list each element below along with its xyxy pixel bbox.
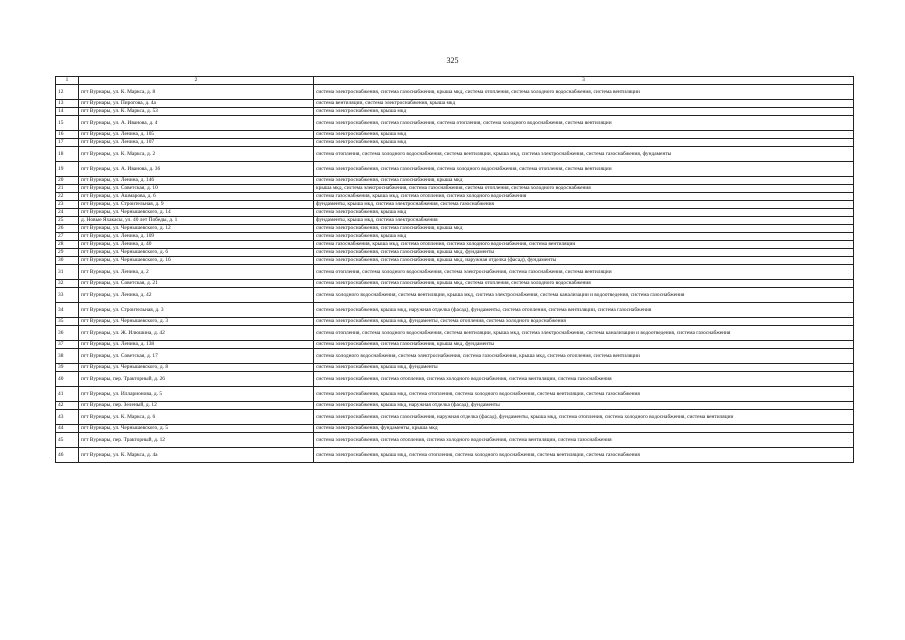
row-systems: система электроснабжения, система газоснабжения, крыша мкд, фундаменты bbox=[314, 341, 854, 349]
row-address: пгт Вурнары, ул. Советская, д. 21 bbox=[79, 280, 314, 288]
row-number: 20 bbox=[56, 177, 79, 185]
row-address: пгт Вурнары, ул. Чернышевского, д. 12 bbox=[79, 225, 314, 233]
row-systems: система электроснабжения, система газоснабжения, крыша мкд, наружная отделка (фасад), фундаменты bbox=[314, 257, 854, 265]
row-number: 41 bbox=[56, 387, 79, 402]
row-address: пгт Вурнары, ул. А. Иванова, д. 36 bbox=[79, 162, 314, 177]
row-systems: система электроснабжения, крыша мкд bbox=[314, 209, 854, 217]
table-row bbox=[56, 402, 854, 410]
row-address: пгт Вурнары, ул. Чернышевского, д. 14 bbox=[79, 209, 314, 217]
row-address: пгт Вурнары, ул. К. Маркса, д. 2 bbox=[79, 147, 314, 162]
row-number: 16 bbox=[56, 131, 79, 139]
row-address: пгт Вурнары, ул. Ленина, д. 107 bbox=[79, 139, 314, 147]
row-systems: система электроснабжения, система газоснабжения, крыша мкд, фундаменты bbox=[314, 249, 854, 257]
table-row bbox=[56, 448, 854, 463]
row-address: пгт Вурнары, ул. Пирогова, д. 4а bbox=[79, 100, 314, 108]
row-systems: система электроснабжения, система отопления, система холодного водоснабжения, система вентиляции, система газоснабжения bbox=[314, 372, 854, 387]
row-number: 27 bbox=[56, 233, 79, 241]
row-address: пгт Вурнары, пер. Зеленый, д. 12 bbox=[79, 402, 314, 410]
row-number: 22 bbox=[56, 193, 79, 201]
row-address: пгт Вурнары, ул. Ленина, д. 138 bbox=[79, 341, 314, 349]
row-number: 12 bbox=[56, 85, 79, 100]
table-row bbox=[56, 257, 854, 265]
row-address: пгт Вурнары, ул. Чернышевского, д. 5 bbox=[79, 425, 314, 433]
row-number: 34 bbox=[56, 303, 79, 318]
table-row bbox=[56, 341, 854, 349]
row-number: 25 bbox=[56, 217, 79, 225]
table-row bbox=[56, 233, 854, 241]
row-number: 29 bbox=[56, 249, 79, 257]
row-number: 15 bbox=[56, 116, 79, 131]
row-address: пгт Вурнары, ул. К. Маркса, д. 53 bbox=[79, 108, 314, 116]
row-number: 21 bbox=[56, 185, 79, 193]
row-number: 45 bbox=[56, 433, 79, 448]
row-number: 40 bbox=[56, 372, 79, 387]
row-systems: система электроснабжения, крыша мкд, система отопления, система холодного водоснабжения, система вентиляции, система газоснабжения bbox=[314, 448, 854, 463]
row-number: 46 bbox=[56, 448, 79, 463]
row-address: пгт Вурнары, ул. Советская, д. 10 bbox=[79, 185, 314, 193]
row-number: 13 bbox=[56, 100, 79, 108]
row-number: 24 bbox=[56, 209, 79, 217]
row-systems: система электроснабжения, система отопления, система холодного водоснабжения, система вентиляции, система газоснабжения bbox=[314, 433, 854, 448]
row-address: пгт Вурнары, ул. А. Иванова, д. 4 bbox=[79, 116, 314, 131]
table-row bbox=[56, 201, 854, 209]
row-number: 31 bbox=[56, 265, 79, 280]
row-address: пгт Вурнары, ул. Чернышевского, д. 16 bbox=[79, 257, 314, 265]
row-systems: система электроснабжения, система газоснабжения, крыша мкд, система отопления, система холодного водоснабжения, система вентиляции bbox=[314, 85, 854, 100]
row-address: пгт Вурнары, ул. Строительная, д. 3 bbox=[79, 303, 314, 318]
row-systems: система электроснабжения, крыша мкд bbox=[314, 108, 854, 116]
row-systems: система электроснабжения, крыша мкд, фундаменты, система отопления, система холодного водоснабжения bbox=[314, 318, 854, 326]
table-row bbox=[56, 193, 854, 201]
row-systems: система газоснабжения, крыша мкд, система отопления, система холодного водоснабжения bbox=[314, 193, 854, 201]
header-col-1: 1 bbox=[56, 77, 79, 85]
row-systems: система отопления, система холодного водоснабжения, система электроснабжения, система газоснабжения, система вентиляции bbox=[314, 265, 854, 280]
table-row bbox=[56, 364, 854, 372]
row-number: 35 bbox=[56, 318, 79, 326]
table-row bbox=[56, 131, 854, 139]
table-row bbox=[56, 349, 854, 364]
row-address: пгт Вурнары, пер. Тракторный, д. 12 bbox=[79, 433, 314, 448]
row-systems: система электроснабжения, система газоснабжения, крыша мкд, система отопления, система холодного водоснабжения bbox=[314, 280, 854, 288]
table-row bbox=[56, 139, 854, 147]
row-address: пгт Вурнары, ул. К. Маркса, д. 6 bbox=[79, 410, 314, 425]
header-col-2: 2 bbox=[79, 77, 314, 85]
table-row bbox=[56, 116, 854, 131]
table-row bbox=[56, 241, 854, 249]
table-row bbox=[56, 209, 854, 217]
table-row bbox=[56, 100, 854, 108]
row-number: 37 bbox=[56, 341, 79, 349]
table-row bbox=[56, 318, 854, 326]
row-address: пгт Вурнары, ул. Чернышевского, д. 6 bbox=[79, 249, 314, 257]
page-number: 325 bbox=[446, 56, 459, 65]
row-address: пгт Вурнары, ул. Ленина, д. 2 bbox=[79, 265, 314, 280]
row-address: пгт Вурнары, ул. Чернышевского, д. 3 bbox=[79, 318, 314, 326]
row-address: пгт Вурнары, пер. Тракторный, д. 26 bbox=[79, 372, 314, 387]
row-systems: крыша мкд, система электроснабжения, система газоснабжения, система отопления, система холодного водоснабжения bbox=[314, 185, 854, 193]
row-address: пгт Вурнары, ул. Илларионова, д. 5 bbox=[79, 387, 314, 402]
table-row bbox=[56, 288, 854, 303]
row-number: 30 bbox=[56, 257, 79, 265]
table-row bbox=[56, 265, 854, 280]
row-address: пгт Вурнары, ул. Строительная, д. 9 bbox=[79, 201, 314, 209]
row-number: 38 bbox=[56, 349, 79, 364]
row-number: 28 bbox=[56, 241, 79, 249]
row-systems: система электроснабжения, система газоснабжения, крыша мкд bbox=[314, 225, 854, 233]
row-address: пгт Вурнары, ул. Ашмарова, д. 6 bbox=[79, 193, 314, 201]
table-row bbox=[56, 147, 854, 162]
row-systems: система электроснабжения, крыша мкд bbox=[314, 233, 854, 241]
table-row bbox=[56, 177, 854, 185]
table-row bbox=[56, 387, 854, 402]
header-col-3: 3 bbox=[314, 77, 854, 85]
row-number: 14 bbox=[56, 108, 79, 116]
row-address: пгт Вурнары, ул. Ж. Илюшина, д. 42 bbox=[79, 326, 314, 341]
row-systems: система электроснабжения, система газоснабжения, наружная отделка (фасад), фундаменты, крыша мкд, система отопления, система холодного водоснабжения, система вентиляции bbox=[314, 410, 854, 425]
row-number: 18 bbox=[56, 147, 79, 162]
row-systems: система электроснабжения, крыша мкд, система отопления, система холодного водоснабжения, система вентиляции, система газоснабжения bbox=[314, 387, 854, 402]
row-address: пгт Вурнары, ул. Ленина, д. 105 bbox=[79, 131, 314, 139]
row-address: д. Новые Яхакасы, ул. 40 лет Победы, д. 1 bbox=[79, 217, 314, 225]
table-row bbox=[56, 410, 854, 425]
row-number: 17 bbox=[56, 139, 79, 147]
table-row bbox=[56, 249, 854, 257]
table-row bbox=[56, 280, 854, 288]
row-number: 44 bbox=[56, 425, 79, 433]
row-systems: система холодного водоснабжения, система электроснабжения, система газоснабжения, крыша мкд, система отопления, система вентиляции bbox=[314, 349, 854, 364]
table-row bbox=[56, 162, 854, 177]
row-number: 33 bbox=[56, 288, 79, 303]
row-number: 42 bbox=[56, 402, 79, 410]
row-systems: система электроснабжения, крыша мкд bbox=[314, 131, 854, 139]
row-number: 36 bbox=[56, 326, 79, 341]
row-address: пгт Вурнары, ул. Советская, д. 17 bbox=[79, 349, 314, 364]
table-row bbox=[56, 326, 854, 341]
row-systems: система электроснабжения, крыша мкд, фундаменты bbox=[314, 364, 854, 372]
row-number: 26 bbox=[56, 225, 79, 233]
table-row bbox=[56, 217, 854, 225]
table-row bbox=[56, 108, 854, 116]
table-row bbox=[56, 372, 854, 387]
row-systems: система вентиляции, система электроснабжения, крыша мкд bbox=[314, 100, 854, 108]
row-address: пгт Вурнары, ул. Ленина, д. 42 bbox=[79, 288, 314, 303]
row-systems: система электроснабжения, крыша мкд, наружная отделка (фасад), фундаменты, система отопления, система вентиляции, система газоснабжения bbox=[314, 303, 854, 318]
table-row bbox=[56, 303, 854, 318]
row-systems: система электроснабжения, система газоснабжения, система отопления, система холодного водоснабжения, система вентиляции bbox=[314, 116, 854, 131]
table-row bbox=[56, 185, 854, 193]
row-address: пгт Вурнары, ул. Чернышевского, д. 8 bbox=[79, 364, 314, 372]
row-address: пгт Вурнары, ул. Ленина, д. 40 bbox=[79, 241, 314, 249]
row-systems: система электроснабжения, фундаменты, крыша мкд bbox=[314, 425, 854, 433]
row-address: пгт Вурнары, ул. К. Маркса, д. 4а bbox=[79, 448, 314, 463]
row-systems: система электроснабжения, система газоснабжения, крыша мкд bbox=[314, 177, 854, 185]
table-row bbox=[56, 433, 854, 448]
row-systems: система отопления, система холодного водоснабжения, система вентиляции, крыша мкд, система электроснабжения, система канализации и водоотведения, система газоснабжения bbox=[314, 326, 854, 341]
table-body bbox=[56, 77, 854, 463]
row-number: 32 bbox=[56, 280, 79, 288]
houses-table bbox=[55, 76, 854, 463]
row-systems: система электроснабжения, крыша мкд, наружная отделка (фасад), фундаменты bbox=[314, 402, 854, 410]
row-number: 23 bbox=[56, 201, 79, 209]
row-systems: система газоснабжения, крыша мкд, система отопления, система холодного водоснабжения, система вентиляции bbox=[314, 241, 854, 249]
row-address: пгт Вурнары, ул. Ленина, д. 146 bbox=[79, 177, 314, 185]
row-systems: система отопления, система холодного водоснабжения, система вентиляции, крыша мкд, система электроснабжения, система газоснабжения, фундаменты bbox=[314, 147, 854, 162]
row-address: пгт Вурнары, ул. Ленина, д. 109 bbox=[79, 233, 314, 241]
row-systems: система электроснабжения, крыша мкд bbox=[314, 139, 854, 147]
row-systems: фундаменты, крыша мкд, система электроснабжения bbox=[314, 217, 854, 225]
table-row bbox=[56, 425, 854, 433]
row-number: 43 bbox=[56, 410, 79, 425]
row-systems: фундаменты, крыша мкд, система электроснабжения, система газоснабжения bbox=[314, 201, 854, 209]
row-address: пгт Вурнары, ул. К. Маркса, д. 8 bbox=[79, 85, 314, 100]
row-number: 19 bbox=[56, 162, 79, 177]
table-row bbox=[56, 85, 854, 100]
row-systems: система электроснабжения, система газоснабжения, система холодного водоснабжения, система отопления, система вентиляции bbox=[314, 162, 854, 177]
row-number: 39 bbox=[56, 364, 79, 372]
row-systems: система холодного водоснабжения, система вентиляции, крыша мкд, система электроснабжения, система канализации и водоотведения, система газоснабжения bbox=[314, 288, 854, 303]
table-row bbox=[56, 225, 854, 233]
table-header-row bbox=[56, 77, 854, 85]
